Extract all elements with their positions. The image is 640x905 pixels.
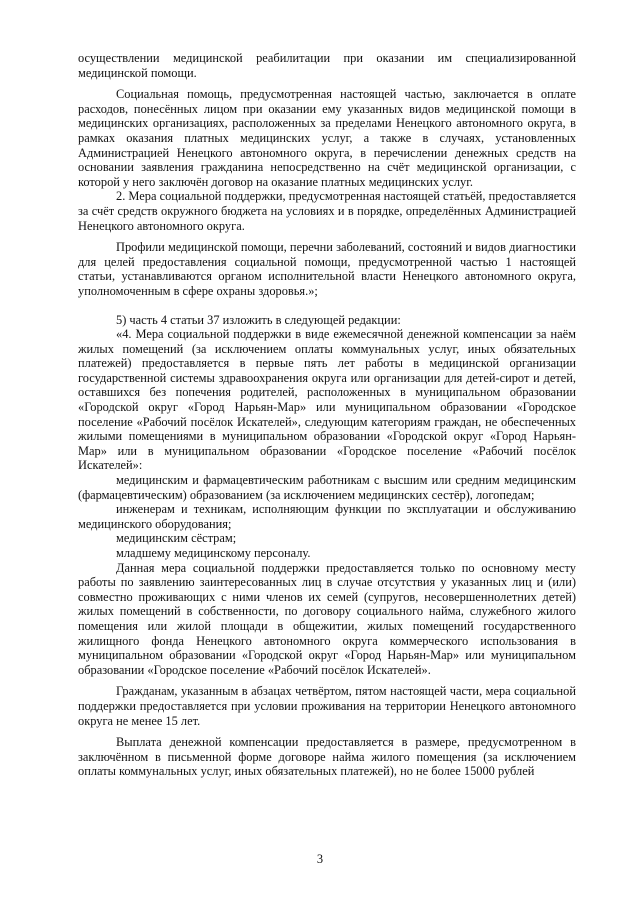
paragraph-social-assistance: Социальная помощь, предусмотренная настоящей частью, заключается в оплате расходов, понесённых лицом при оказании ему указанных видов медицинской помощи в медицинских организациях, расположенных за пределами Ненецкого автономного округа, в рамках оказания платных медицинских услуг, а также в случаях, установленных Администрацией Ненецкого автономного округа, в перечислении денежных средств на основании заявления гражданина непосредственно на счёт медицинской организации, с которой у него заключён договор на оказание платных медицинских услуг. <box>78 87 576 189</box>
list-item-nurses: медицинским сёстрам; <box>116 531 237 546</box>
paragraph-residence-condition: Гражданам, указанным в абзацах четвёртом, пятом настоящей части, мера социальной поддержки предоставляется при условии проживания на территории Ненецкого автономного округа не менее 15 лет. <box>78 684 576 728</box>
paragraph-item-2-funding: 2. Мера социальной поддержки, предусмотренная настоящей статьёй, предоставляется за счёт средств окружного бюджета на условиях и в порядке, определённых Администрацией Ненецкого автономного округа. <box>78 189 576 233</box>
paragraph-main-workplace: Данная мера социальной поддержки предоставляется только по основному месту работы по заявлению заинтересованных лиц в случае отсутствия у указанных лиц и (или) совместно проживающих с ними членов их семей (супругов, несовершеннолетних детей) жилых помещений в собственности, по договору социального найма, служебного жилого помещения или жилой площади в общежитии, жилых помещений государственного жилищного фонда Ненецкого автономного округа коммерческого использования в муниципальном образовании «Городской округ «Город Нарьян-Мар» или муниципальном образовании «Городское поселение «Рабочий посёлок Искателей». <box>78 560 576 677</box>
list-item-junior-staff: младшему медицинскому персоналу. <box>116 546 311 560</box>
paragraph-article-37-part-4: «4. Мера социальной поддержки в виде ежемесячной денежной компенсации за наём жилых помещений (за исключением оплаты коммунальных услуг, иных обязательных платежей) предоставляется в первые пять лет работы в медицинской организации государственной системы здравоохранения округа или организации для детей-сирот и детей, оставшихся без попечения родителей, расположенных в муниципальном образовании «Городской округ «Город Нарьян-Мар» или муниципальном образовании «Городское поселение «Рабочий посёлок Искателей», следующим категориям граждан, не обеспеченных жилыми помещениями в муниципальном образовании «Городской округ «Город Нарьян-Мар» или в муниципальном образовании «Городское поселение «Рабочий посёлок Искателей»: <box>78 327 576 473</box>
list-item-engineers: инженерам и техникам, исполняющим функции по эксплуатации и обслуживанию медицинского оборудования; <box>78 502 576 531</box>
paragraph-amendment-5: 5) часть 4 статьи 37 изложить в следующей редакции: <box>116 312 401 327</box>
paragraph-profiles: Профили медицинской помощи, перечни заболеваний, состояний и видов диагностики для целей предоставления социальной помощи, предусмотренной частью 1 настоящей статьи, устанавливаются органом исполнительной власти Ненецкого автономного округа, уполномоченным в сфере охраны здоровья.»; <box>78 240 576 298</box>
paragraph-medical-rehabilitation-end: осуществлении медицинской реабилитации при оказании им специализированной медицинской помощи. <box>78 51 576 80</box>
paragraph-compensation-amount: Выплата денежной компенсации предоставляется в размере, предусмотренном в заключённом в письменной форме договоре найма жилого помещения (за исключением оплаты коммунальных услуг, иных обязательных платежей), но не более 15000 рублей <box>78 735 576 779</box>
page-number: 3 <box>316 852 324 866</box>
list-item-medical-workers: медицинским и фармацевтическим работникам с высшим или средним медицинским (фармацевтическим) образованием (за исключением медицинских сестёр), логопедам; <box>78 473 576 502</box>
